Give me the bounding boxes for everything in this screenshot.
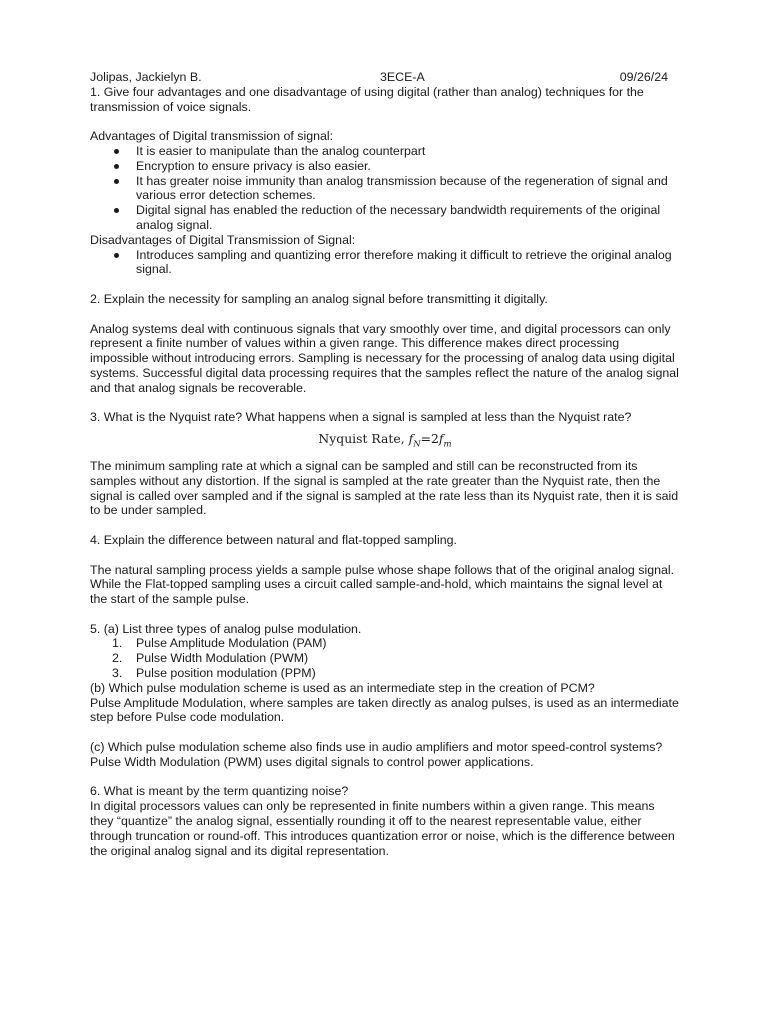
formula-sub-n: N [413, 439, 421, 450]
list-item: It has greater noise immunity than analog transmission because of the regeneration of signal and various error detection schemes. [90, 174, 680, 204]
formula-label: Nyquist Rate, [318, 431, 405, 447]
list-text: Pulse Width Modulation (PWM) [136, 651, 309, 666]
answer-4: The natural sampling process yields a sample pulse whose shape follows that of the original analog signal. While the Flat-topped sampling uses a circuit called sample-and-hold, which maintains the signal level at the start of the sample pulse. [90, 562, 675, 607]
list-number: 3. [112, 666, 123, 681]
nyquist-formula [90, 431, 680, 450]
question-2: 2. Explain the necessity for sampling an analog signal before transmitting it digitally. [90, 291, 548, 306]
disadvantages-list [90, 248, 680, 278]
answer-5b: Pulse Amplitude Modulation, where samples are taken directly as analog pulses, is used as an intermediate step before Pulse code modulation. [90, 695, 679, 725]
list-number: 1. [112, 636, 123, 651]
answer-2: Analog systems deal with continuous signals that vary smoothly over time, and digital processors can only represent a finite number of values within a given range. This difference makes direct processing impossible without introducing errors. Sampling is necessary for the processing of analog data using digital systems. Successful digital data processing requires that the samples reflect the nature of the analog signal and that analog signals be recoverable. [90, 321, 679, 395]
document-date: 09/26/24 [619, 70, 668, 84]
class-section: 3ECE-A [380, 70, 425, 84]
list-number: 2. [112, 651, 123, 666]
list-text: Pulse Amplitude Modulation (PAM) [136, 636, 327, 651]
question-5b: (b) Which pulse modulation scheme is used as an intermediate step in the creation of PCM? [90, 680, 595, 695]
question-6: 6. What is meant by the term quantizing noise? [90, 784, 349, 799]
answer-3: The minimum sampling rate at which a signal can be sampled and still can be reconstructed from its samples without any distortion. If the signal is sampled at the rate greater than the Nyquist rate, then the signal is called over sampled and if the signal is sampled at the rate less than its Nyquist rate, then it is said to be under sampled. [90, 458, 679, 518]
student-name: Jolipas, Jackielyn B. [90, 70, 202, 84]
document-header [90, 70, 680, 85]
formula-eq: =2 [420, 431, 439, 447]
answer-6: In digital processors values can only be represented in finite numbers within a given range. This means they “quantize” the analog signal, essentially rounding it off to the nearest representable value, either through truncation or round-off. This introduces quantization error or noise, which is the difference between the original analog signal and its digital representation. [90, 799, 675, 858]
question-5a: 5. (a) List three types of analog pulse modulation. [90, 621, 362, 636]
modulation-types-list [90, 636, 680, 680]
answer-5c: Pulse Width Modulation (PWM) uses digital signals to control power applications. [90, 754, 534, 769]
question-4: 4. Explain the difference between natural and flat-topped sampling. [90, 532, 457, 547]
advantages-heading: Advantages of Digital transmission of signal: [90, 129, 334, 144]
list-item [90, 666, 680, 681]
disadvantages-heading: Disadvantages of Digital Transmission of Signal: [90, 232, 356, 247]
list-item [90, 651, 680, 666]
list-item: It is easier to manipulate than the analog counterpart [90, 144, 680, 159]
formula-sub-m: m [443, 439, 452, 450]
list-item: Introduces sampling and quantizing error therefore making it difficult to retrieve the original analog signal. [90, 248, 680, 278]
list-item [90, 636, 680, 651]
formula-f2: f [438, 431, 444, 447]
list-item: Encryption to ensure privacy is also easier. [90, 159, 680, 174]
question-3: 3. What is the Nyquist rate? What happens when a signal is sampled at less than the Nyquist rate? [90, 410, 632, 425]
list-text: Pulse position modulation (PPM) [136, 666, 316, 681]
question-1: 1. Give four advantages and one disadvantage of using digital (rather than analog) techniques for the transmission of voice signals. [90, 84, 644, 114]
document-page [90, 70, 680, 858]
advantages-list [90, 144, 680, 233]
list-item: Digital signal has enabled the reduction of the necessary bandwidth requirements of the original analog signal. [90, 203, 680, 233]
question-5c: (c) Which pulse modulation scheme also finds use in audio amplifiers and motor speed-control systems? [90, 740, 663, 755]
formula-f: f [408, 431, 414, 447]
